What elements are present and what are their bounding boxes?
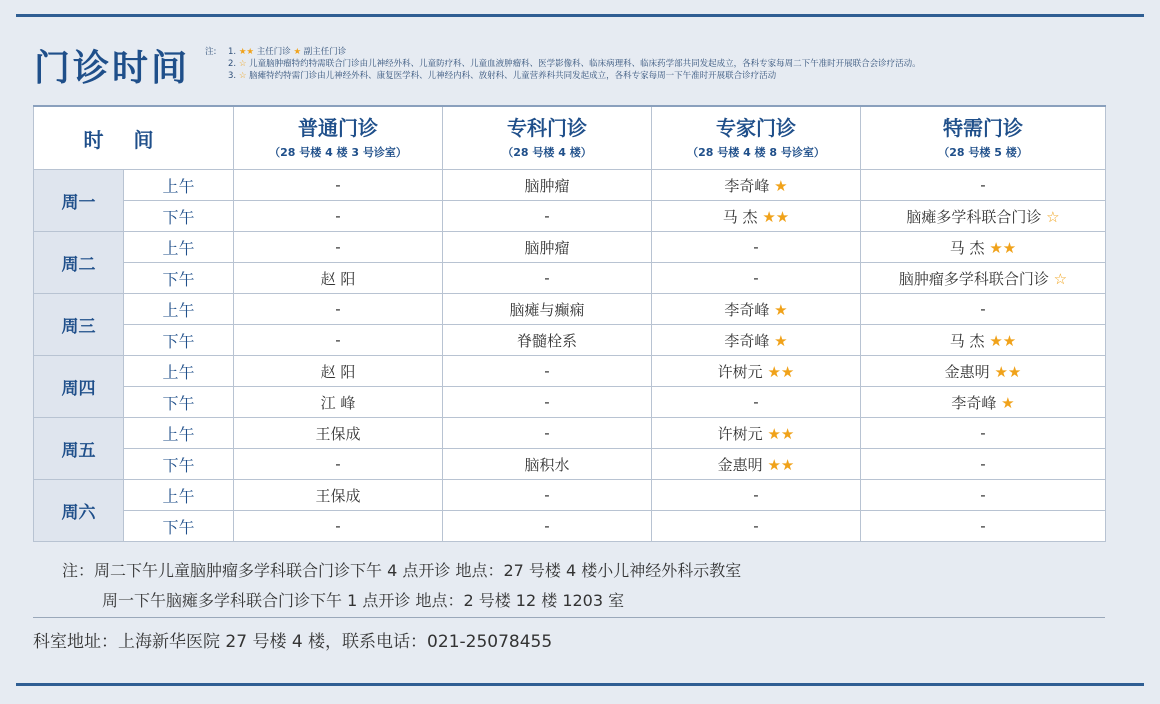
- cell-text: 脑肿瘤: [524, 238, 570, 257]
- schedule-cell: [652, 294, 861, 325]
- period-label: 下午: [124, 201, 234, 232]
- note-number: 2.: [228, 59, 239, 69]
- cell-text: -: [544, 393, 550, 411]
- cell-text: -: [335, 300, 341, 318]
- cell-text: 许树元: [717, 424, 763, 443]
- header-special-needs-clinic: 特需门诊 （28 号楼 5 楼）: [861, 106, 1106, 170]
- cell-text: 马 杰: [949, 331, 985, 350]
- note-fragment: 脑瘫特约特需门诊由儿神经外科、康复医学科、儿神经内科、放射科、儿童营养科共同发起成立，各科专家每周一下午准时开展联合诊疗活动: [246, 71, 777, 81]
- header-general-clinic: 普通门诊 （28 号楼 4 楼 3 号诊室）: [234, 106, 443, 170]
- schedule-cell: [861, 325, 1106, 356]
- cell-text: -: [753, 517, 759, 535]
- schedule-cell: [234, 325, 443, 356]
- day-label: 周六: [34, 480, 124, 542]
- table-row: [34, 449, 1106, 480]
- cell-text: -: [980, 424, 986, 442]
- schedule-cell: [652, 449, 861, 480]
- schedule-cell: [443, 201, 652, 232]
- cell-text: -: [980, 300, 986, 318]
- star-icon: ★★: [762, 424, 795, 443]
- period-label: 下午: [124, 325, 234, 356]
- table-row: [34, 201, 1106, 232]
- cell-text: 脑瘫与癫痫: [509, 300, 585, 319]
- footnote: [62, 556, 741, 616]
- cell-text: 李奇峰: [724, 176, 770, 195]
- cell-text: -: [544, 517, 550, 535]
- header-time: 时间: [34, 106, 234, 170]
- note-number: 1.: [228, 47, 239, 57]
- star-icon: ★★: [762, 455, 795, 474]
- cell-text: -: [544, 269, 550, 287]
- schedule-cell: [652, 480, 861, 511]
- day-label: 周四: [34, 356, 124, 418]
- cell-text: 王保成: [315, 486, 361, 505]
- star-icon: ★: [769, 176, 788, 195]
- star-icon: ★: [769, 331, 788, 350]
- note-fragment: 主任门诊: [254, 47, 294, 57]
- cell-text: -: [544, 424, 550, 442]
- note-fragment: 副主任门诊: [301, 47, 347, 57]
- cell-text: 脑肿瘤多学科联合门诊: [898, 269, 1049, 288]
- footnote-line-1: 注：周二下午儿童脑肿瘤多学科联合门诊下午 4 点开诊 地点：27 号楼 4 楼小儿神经外科示教室: [62, 561, 742, 580]
- schedule-cell: [861, 480, 1106, 511]
- cell-text: -: [544, 207, 550, 225]
- period-label: 下午: [124, 511, 234, 542]
- period-label: 上午: [124, 170, 234, 201]
- cell-text: -: [335, 331, 341, 349]
- cell-text: 李奇峰: [951, 393, 997, 412]
- schedule-cell: [443, 294, 652, 325]
- schedule-cell: [443, 511, 652, 542]
- cell-text: -: [980, 176, 986, 194]
- cell-text: 江 峰: [320, 393, 356, 412]
- note-text-2: [228, 59, 921, 69]
- table-row: [34, 263, 1106, 294]
- table-row: [34, 170, 1106, 201]
- schedule-cell: [443, 170, 652, 201]
- star-icon: ★★: [984, 331, 1017, 350]
- table-header-row: [34, 106, 1106, 170]
- cell-text: 许树元: [717, 362, 763, 381]
- cell-text: -: [980, 486, 986, 504]
- schedule-cell: [443, 356, 652, 387]
- cell-text: 脊髓栓系: [516, 331, 577, 350]
- footnote-line-2: 周一下午脑瘫多学科联合门诊下午 1 点开诊 地点：2 号楼 12 楼 1203 室: [102, 591, 625, 610]
- star-icon: ☆: [238, 71, 247, 81]
- top-rule: [16, 14, 1144, 17]
- day-label: 周二: [34, 232, 124, 294]
- page-title: 门诊时间: [34, 48, 191, 89]
- schedule-table: [33, 105, 1106, 542]
- note-fragment: 儿童脑肿瘤特约特需联合门诊由儿神经外科、儿童防疗科、儿童血液肿瘤科、医学影像科、临床病理科、临床药学部共同发起成立，各科专家每周二下午准时开展联合会诊疗活动。: [246, 59, 921, 69]
- schedule-cell: [861, 170, 1106, 201]
- cell-text: -: [544, 362, 550, 380]
- cell-text: -: [544, 486, 550, 504]
- cell-text: 金惠明: [944, 362, 990, 381]
- schedule-cell: [652, 325, 861, 356]
- star-icon: ★★: [762, 362, 795, 381]
- schedule-cell: [234, 449, 443, 480]
- star-icon: ★: [769, 300, 788, 319]
- cell-text: -: [980, 455, 986, 473]
- cell-text: 脑肿瘤: [524, 176, 570, 195]
- schedule-cell: [861, 387, 1106, 418]
- schedule-cell: [443, 449, 652, 480]
- table-row: [34, 294, 1106, 325]
- schedule-cell: [652, 263, 861, 294]
- schedule-cell: [234, 511, 443, 542]
- schedule-cell: [443, 263, 652, 294]
- hollow-star-icon: ☆: [1048, 269, 1068, 288]
- schedule-cell: [234, 480, 443, 511]
- schedule-cell: [861, 418, 1106, 449]
- note-line-1: [205, 46, 921, 58]
- cell-text: 赵 阳: [320, 269, 356, 288]
- top-notes: [205, 46, 921, 82]
- period-label: 上午: [124, 418, 234, 449]
- cell-text: 王保成: [315, 424, 361, 443]
- day-label: 周三: [34, 294, 124, 356]
- cell-text: 脑积水: [524, 455, 570, 474]
- star-icon: ★★: [238, 47, 255, 57]
- cell-text: -: [753, 486, 759, 504]
- star-icon: ☆: [238, 59, 247, 69]
- table-row: [34, 511, 1106, 542]
- header-specialty-clinic: 专科门诊 （28 号楼 4 楼）: [443, 106, 652, 170]
- schedule-cell: [652, 418, 861, 449]
- footnote-line-2-wrap: [62, 586, 741, 616]
- cell-text: -: [335, 517, 341, 535]
- schedule-cell: [652, 387, 861, 418]
- cell-text: 李奇峰: [724, 331, 770, 350]
- department-address: 科室地址：上海新华医院 27 号楼 4 楼，联系电话：021-25078455: [33, 632, 553, 652]
- cell-text: -: [753, 269, 759, 287]
- note-text-3: [228, 71, 776, 81]
- cell-text: -: [980, 517, 986, 535]
- cell-text: 李奇峰: [724, 300, 770, 319]
- day-label: 周一: [34, 170, 124, 232]
- schedule-cell: [234, 418, 443, 449]
- schedule-cell: [861, 294, 1106, 325]
- cell-text: -: [753, 393, 759, 411]
- period-label: 上午: [124, 356, 234, 387]
- star-icon: ★★: [989, 362, 1022, 381]
- table-row: [34, 232, 1106, 263]
- schedule-cell: [652, 201, 861, 232]
- hollow-star-icon: ☆: [1041, 207, 1060, 226]
- schedule-cell: [652, 170, 861, 201]
- header-expert-clinic: 专家门诊 （28 号楼 4 楼 8 号诊室）: [652, 106, 861, 170]
- period-label: 下午: [124, 263, 234, 294]
- cell-text: -: [335, 238, 341, 256]
- schedule-cell: [652, 511, 861, 542]
- schedule-cell: [443, 387, 652, 418]
- schedule-body: [34, 170, 1106, 542]
- period-label: 上午: [124, 232, 234, 263]
- table-row: [34, 325, 1106, 356]
- schedule-cell: [234, 387, 443, 418]
- schedule-cell: [234, 356, 443, 387]
- schedule-cell: [861, 232, 1106, 263]
- star-icon: ★★: [757, 207, 790, 226]
- schedule-cell: [443, 480, 652, 511]
- day-label: 周五: [34, 418, 124, 480]
- schedule-cell: [443, 232, 652, 263]
- schedule-cell: [443, 325, 652, 356]
- note-number: 3.: [228, 71, 239, 81]
- cell-text: 马 杰: [949, 238, 985, 257]
- schedule-cell: [861, 263, 1106, 294]
- table-row: [34, 387, 1106, 418]
- schedule-cell: [234, 294, 443, 325]
- schedule-cell: [652, 232, 861, 263]
- table-row: [34, 480, 1106, 511]
- schedule-cell: [861, 449, 1106, 480]
- cell-text: -: [335, 207, 341, 225]
- table-row: [34, 356, 1106, 387]
- cell-text: -: [753, 238, 759, 256]
- schedule-cell: [861, 201, 1106, 232]
- schedule-cell: [443, 418, 652, 449]
- schedule-cell: [234, 232, 443, 263]
- period-label: 上午: [124, 480, 234, 511]
- cell-text: 脑瘫多学科联合门诊: [906, 207, 1042, 226]
- schedule-cell: [234, 201, 443, 232]
- note-prefix: 注:: [205, 47, 217, 57]
- schedule-cell: [652, 356, 861, 387]
- cell-text: 赵 阳: [320, 362, 356, 381]
- schedule-cell: [234, 170, 443, 201]
- period-label: 下午: [124, 387, 234, 418]
- star-icon: ★: [996, 393, 1015, 412]
- period-label: 上午: [124, 294, 234, 325]
- cell-text: -: [335, 455, 341, 473]
- schedule-cell: [861, 356, 1106, 387]
- star-icon: ★: [293, 47, 302, 57]
- divider: [33, 617, 1105, 618]
- table-row: [34, 418, 1106, 449]
- schedule-cell: [234, 263, 443, 294]
- cell-text: 马 杰: [722, 207, 758, 226]
- cell-text: 金惠明: [717, 455, 763, 474]
- period-label: 下午: [124, 449, 234, 480]
- bottom-rule: [16, 683, 1144, 686]
- note-text-1: [228, 47, 346, 57]
- note-line-3: [205, 70, 921, 82]
- schedule-cell: [861, 511, 1106, 542]
- star-icon: ★★: [984, 238, 1017, 257]
- note-line-2: [205, 58, 921, 70]
- cell-text: -: [335, 176, 341, 194]
